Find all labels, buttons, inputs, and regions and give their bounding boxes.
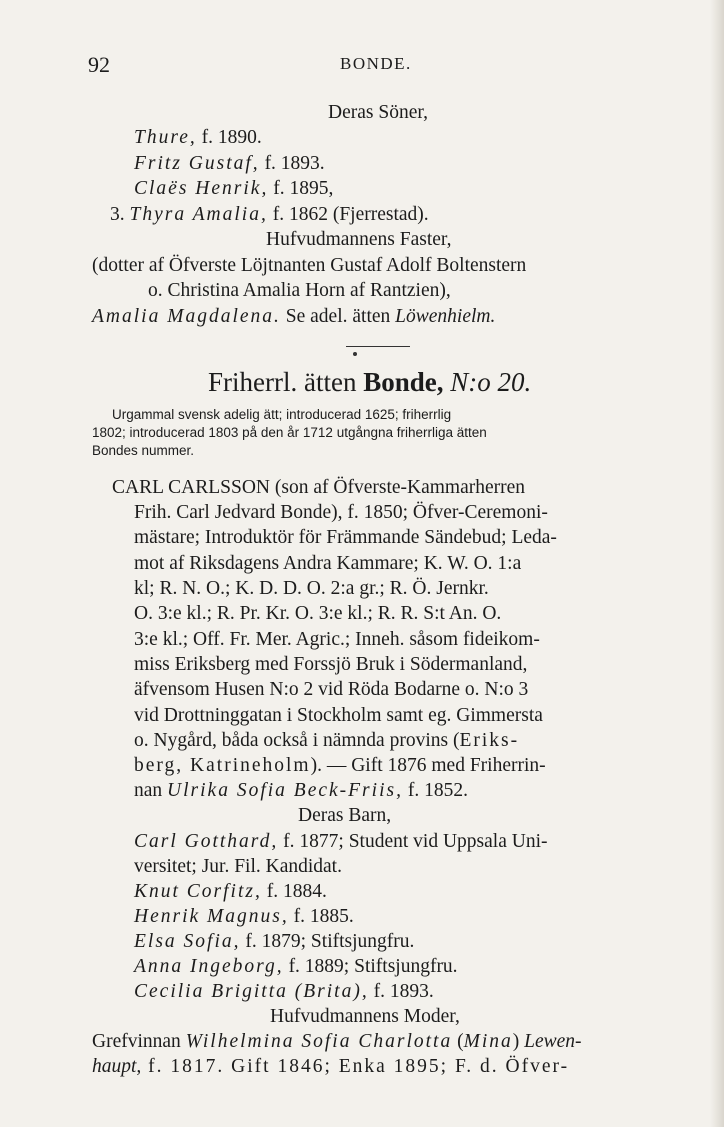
aunt-heading: Hufvudmannens Faster, bbox=[266, 229, 452, 250]
divider-dot bbox=[353, 352, 357, 356]
child-entry bbox=[134, 979, 434, 1005]
title-family: Bonde, bbox=[363, 367, 444, 397]
aunt-name-line bbox=[92, 304, 495, 330]
aunt-parents-line: (dotter af Öfverste Löjtnanten Gustaf Adolf Boltenstern bbox=[92, 255, 527, 276]
child-entry bbox=[134, 829, 547, 855]
entry-line bbox=[134, 778, 468, 804]
mother-family: haupt, bbox=[92, 1056, 142, 1077]
child-entry bbox=[134, 879, 327, 905]
child-entry bbox=[134, 176, 333, 202]
child-name: Henrik Magnus, bbox=[134, 906, 289, 927]
entry-line: kl; R. N. O.; K. D. D. O. 2:a gr.; R. Ö. Jernkr. bbox=[134, 578, 489, 599]
child-name: Claës Henrik, bbox=[134, 178, 269, 199]
entry-line: 3:e kl.; Off. Fr. Mer. Agric.; Inneh. såsom fideikom- bbox=[134, 629, 540, 650]
paren: ( bbox=[452, 1031, 464, 1052]
entry-text: nan bbox=[134, 780, 168, 801]
scan-edge bbox=[710, 0, 724, 1127]
entry-line: miss Eriksberg med Forssjö Bruk i Södermanland, bbox=[134, 654, 528, 675]
child-birth: f. 1895, bbox=[268, 178, 334, 199]
mother-name: Wilhelmina Sofia Charlotta bbox=[185, 1031, 453, 1052]
section-title bbox=[208, 364, 531, 400]
section-divider bbox=[346, 346, 410, 347]
entry-line: CARL CARLSSON (son af Öfverste-Kammarherren bbox=[112, 477, 526, 498]
child-entry bbox=[134, 954, 458, 980]
child-name: Elsa Sofia, bbox=[134, 931, 241, 952]
title-number: N:o 20. bbox=[443, 367, 532, 397]
entry-line: mot af Riksdagens Andra Kammare; K. W. O. 1:a bbox=[134, 553, 522, 574]
mother-line bbox=[92, 1029, 582, 1055]
entry-line: vid Drottninggatan i Stockholm samt eg. Gimmersta bbox=[134, 705, 543, 726]
entry-number: 3. bbox=[110, 204, 130, 225]
page-number: 92 bbox=[88, 52, 110, 77]
entry-text: f. 1852. bbox=[402, 780, 468, 801]
child-birth: f. 1879; Stiftsjungfru. bbox=[240, 931, 415, 952]
child-entry bbox=[134, 151, 325, 177]
child-name: Thure, bbox=[134, 127, 197, 148]
mother-title: Grefvinnan bbox=[92, 1031, 186, 1052]
entry-line: O. 3:e kl.; R. Pr. Kr. O. 3:e kl.; R. R. S:t An. O. bbox=[134, 603, 502, 624]
child-entry bbox=[134, 929, 414, 955]
mother-heading: Hufvudmannens Moder, bbox=[270, 1006, 460, 1027]
child-entry bbox=[134, 125, 262, 151]
page-header bbox=[0, 52, 724, 82]
aunt-ref: Se adel. ätten bbox=[280, 306, 396, 327]
child-name: Carl Gotthard, bbox=[134, 831, 279, 852]
child-birth: f. 1893. bbox=[259, 153, 325, 174]
child-birth: f. 1884. bbox=[261, 881, 327, 902]
mother-nickname: Mina bbox=[463, 1031, 513, 1052]
child-entry-cont: versitet; Jur. Fil. Kandidat. bbox=[134, 856, 342, 877]
mother-family: Lewen- bbox=[524, 1031, 582, 1052]
children-heading: Deras Barn, bbox=[298, 805, 392, 826]
running-head: BONDE. bbox=[340, 54, 412, 73]
child-birth: f. 1889; Stiftsjungfru. bbox=[283, 956, 458, 977]
child-birth: f. 1885. bbox=[288, 906, 354, 927]
aunt-name: Amalia Magdalena. bbox=[92, 306, 281, 327]
child-name: Thyra Amalia, bbox=[129, 204, 268, 225]
entry-text: o. Nygård, båda också i nämnda provins ( bbox=[134, 730, 460, 751]
child-birth: f. 1877; Student vid Uppsala Uni- bbox=[278, 831, 548, 852]
estate-name: Eriks- bbox=[459, 730, 520, 751]
title-prefix: Friherrl. ätten bbox=[208, 367, 364, 397]
paren: ) bbox=[512, 1031, 525, 1052]
entry-line: mästare; Introduktör för Främmande Sändebud; Leda- bbox=[134, 527, 557, 548]
mother-line bbox=[92, 1054, 569, 1080]
entry-text: ). — Gift 1876 med Friherrin- bbox=[310, 755, 546, 776]
child-name: Knut Corfitz, bbox=[134, 881, 262, 902]
intro-line: Bondes nummer. bbox=[92, 443, 195, 458]
children-heading: Deras Söner, bbox=[328, 102, 428, 123]
estate-name: berg, Katrineholm bbox=[134, 755, 311, 776]
child-birth: f. 1893. bbox=[368, 981, 434, 1002]
child-birth: f. 1890. bbox=[196, 127, 262, 148]
child-birth: f. 1862 (Fjerrestad). bbox=[267, 204, 429, 225]
aunt-family: Löwenhielm. bbox=[395, 306, 496, 327]
child-name: Fritz Gustaf, bbox=[134, 153, 260, 174]
child-name: Anna Ingeborg, bbox=[134, 956, 284, 977]
child-name: Cecilia Brigitta (Brita), bbox=[134, 981, 369, 1002]
spouse-name: Ulrika Sofia Beck-Friis, bbox=[167, 780, 403, 801]
child-entry bbox=[134, 904, 354, 930]
entry-line bbox=[134, 728, 519, 754]
entry-line bbox=[134, 753, 546, 779]
intro-line: 1802; introducerad 1803 på den år 1712 utgångna friherrliga ätten bbox=[92, 425, 487, 440]
entry-line: äfvensom Husen N:o 2 vid Röda Bodarne o. N:o 3 bbox=[134, 679, 529, 700]
entry-line: Frih. Carl Jedvard Bonde), f. 1850; Öfver-Ceremoni- bbox=[134, 502, 548, 523]
mother-details: f. 1817. Gift 1846; Enka 1895; F. d. Öfver- bbox=[141, 1056, 570, 1077]
intro-line: Urgammal svensk adelig ätt; introducerad 1625; friherrlig bbox=[112, 407, 452, 422]
child-entry bbox=[110, 202, 429, 228]
aunt-parents-line: o. Christina Amalia Horn af Rantzien), bbox=[148, 280, 451, 301]
